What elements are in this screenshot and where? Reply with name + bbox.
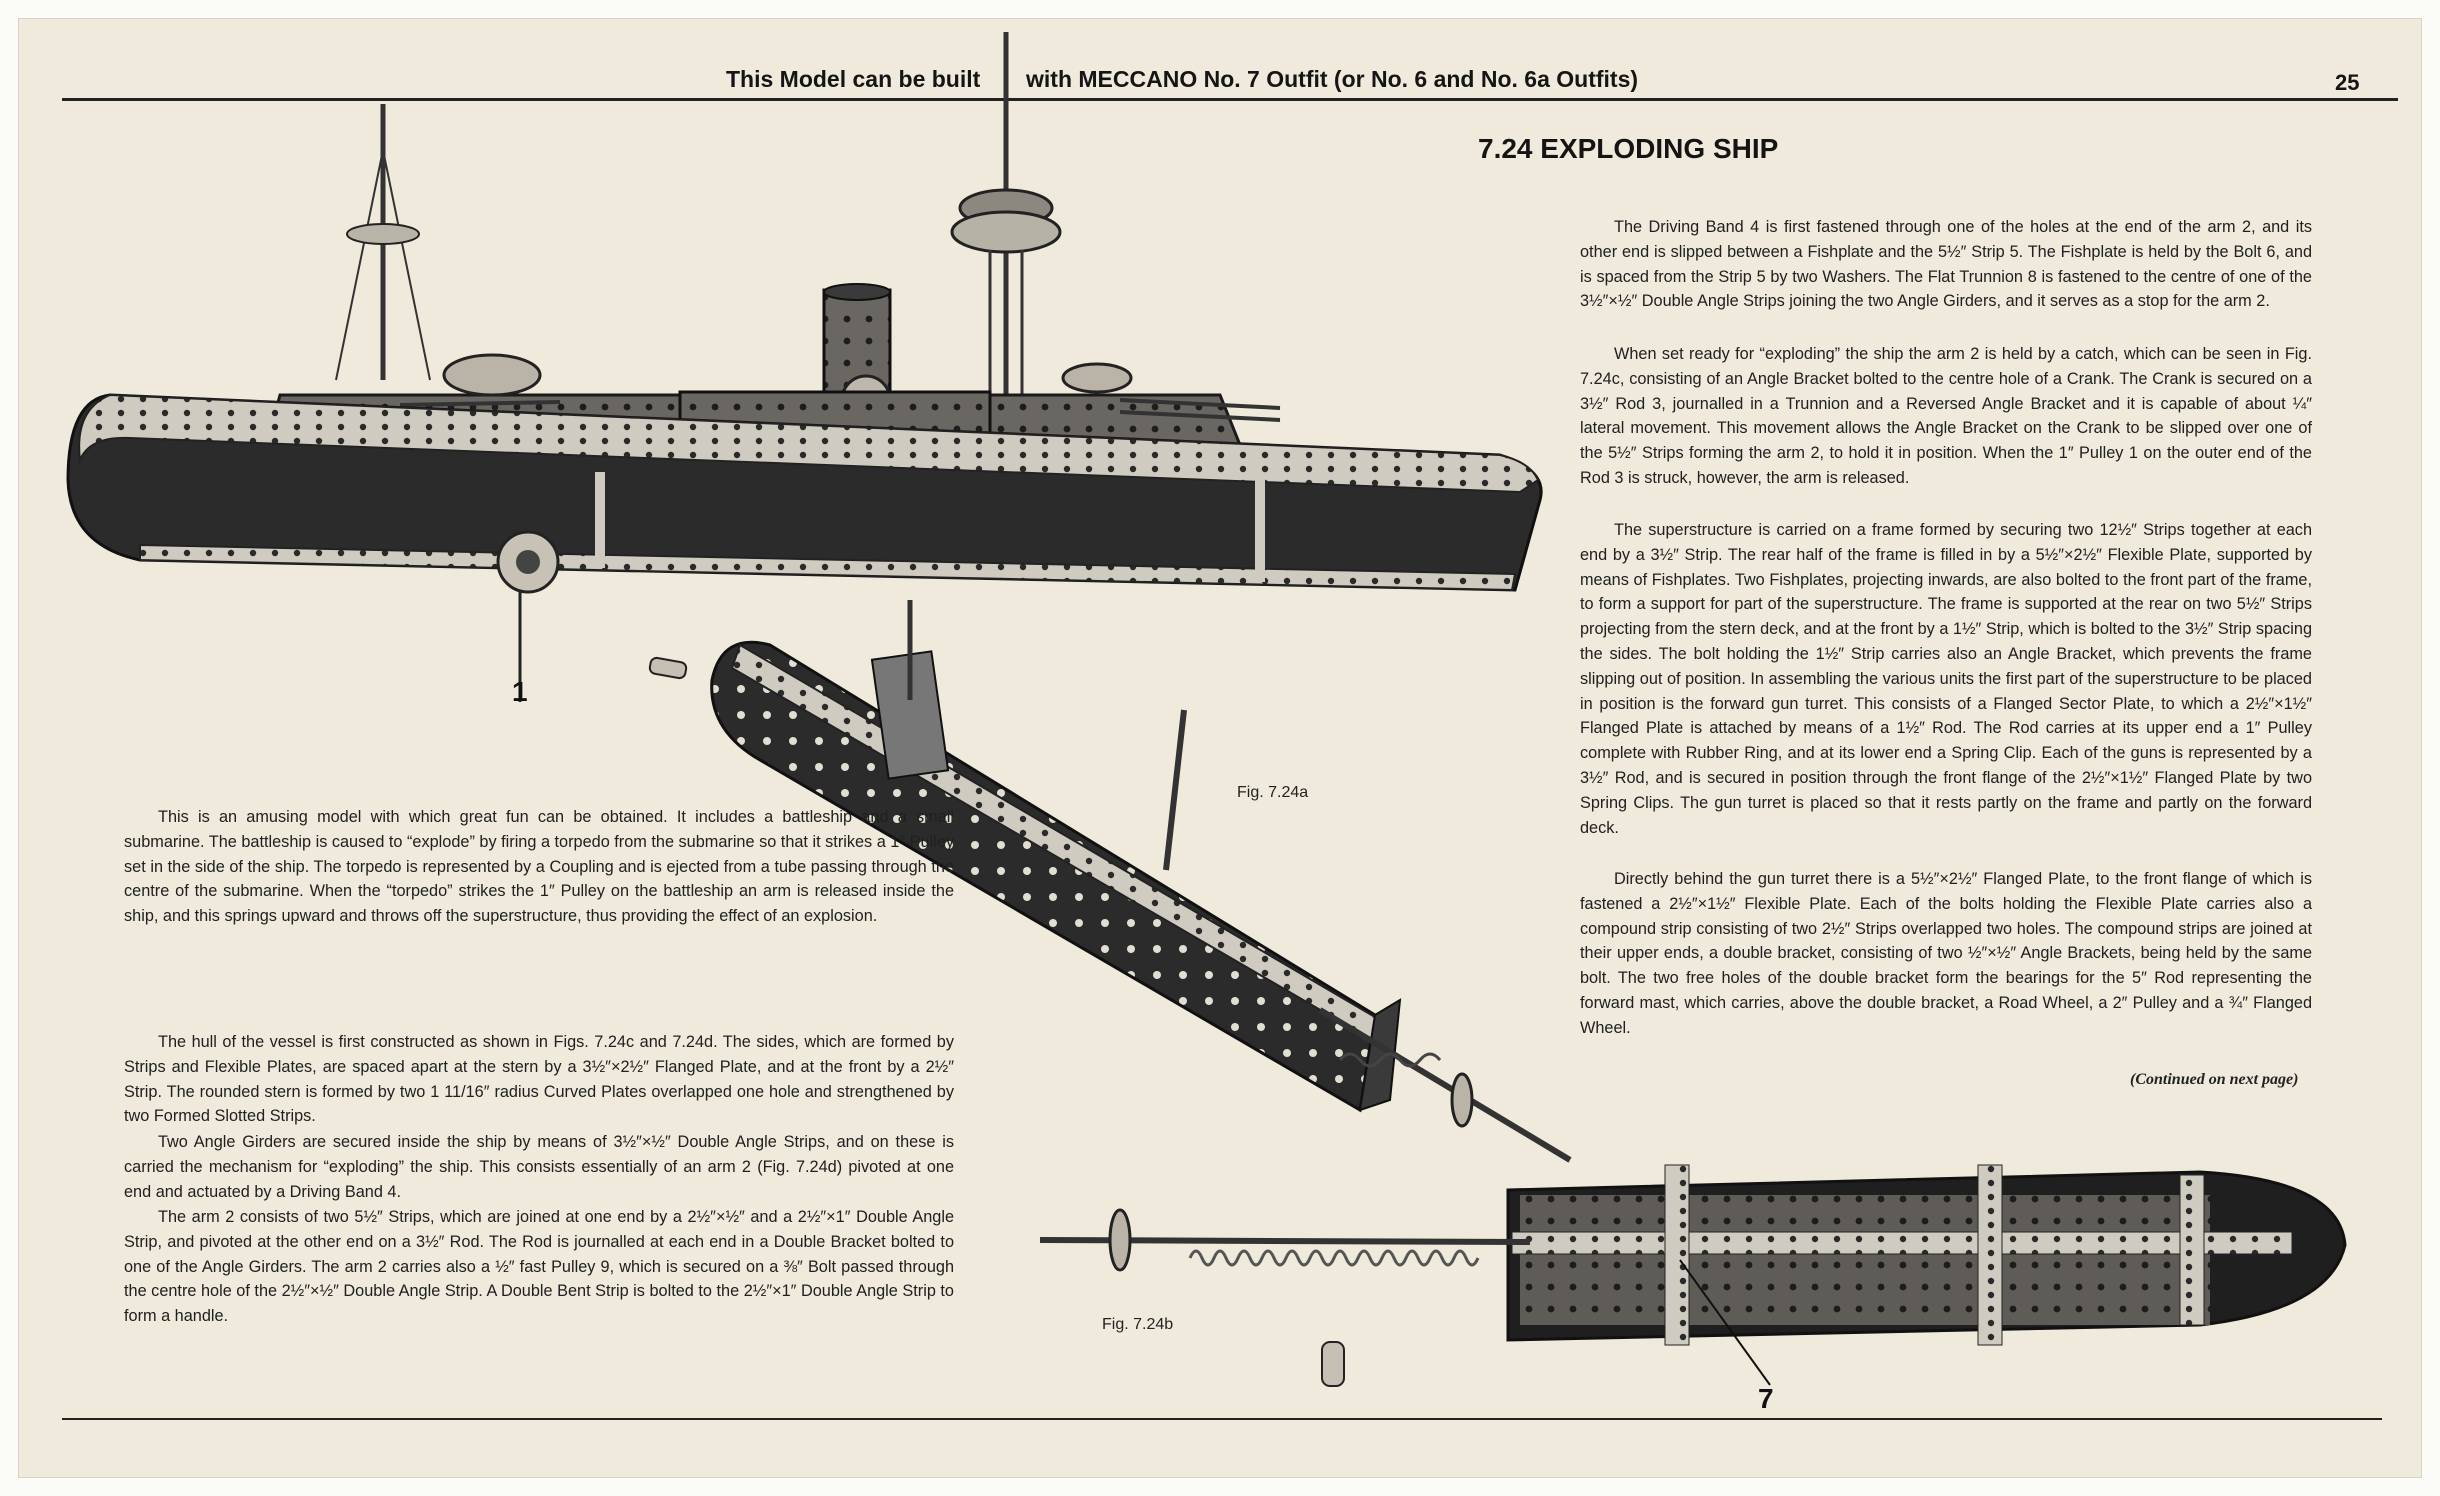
callout-7: 7 [1758,1383,1774,1414]
arm-paragraph: The arm 2 consists of two 5½″ Strips, which are joined at one end by a 2½″×½″ and a 2½″×1″ Double Angle Strip, and pivoted at the other end on a 3½″ Rod. The Rod is journalled at each end in a Double Bracket bolted to one of the Angle Girders. The arm 2 carries also a ½″ fast Pulley 9, which is secured on a ⅜″ Bolt passed through the centre hole of the 2½″×½″ Double Angle Strip. A Double Bent Strip is bolted to the 2½″×1″ Double Angle Strip to form a handle. [124,1208,954,1326]
hull-paragraph: The hull of the vessel is first constructed as shown in Figs. 7.24c and 7.24d. The sides, which are formed by Strips and Flexible Plates, are spaced apart at the stern by a 3½″×2½″ Flanged Plate, and at the front by a 2½″ Strip. The rounded stern is formed by two 1 11/16″ radius Curved Plates overlapped one hole and strengthened by two Formed Slotted Strips. [124,1033,954,1126]
catch-paragraph: When set ready for “exploding” the ship the arm 2 is held by a catch, which can be seen in Fig. 7.24c, consisting of an Angle Bracket bolted to the centre hole of a Crank. The Crank is secured on a 3½″ Rod 3, journalled in a Trunnion and a Reversed Angle Bracket and it is capable of about ¼″ lateral movement. This movement allows the Angle Bracket on the Crank to be slipped over one of the 5½″ Strips forming the arm 2, to hold it in position. When the 1″ Pulley 1 on the outer end of the Rod 3 is struck, however, the arm is released. [1580,345,2312,487]
model-title: 7.24 EXPLODING SHIP [1478,133,1779,164]
page-number: 25 [2335,70,2360,95]
submarine-illustration [1040,1165,2345,1386]
figure-caption-b: Fig. 7.24b [1102,1316,1174,1333]
battleship-illustration [68,32,1541,702]
superstructure-paragraph: The superstructure is carried on a frame formed by securing two 12½″ Strips together at each end by a 3½″ Strip. The rear half of the frame is filled in by a 5½″×2½″ Flexible Plate, supported by means of Fishplates. Two Fishplates, projecting inwards, are also bolted to the front part of the frame, to form a support for part of the superstructure. The frame is supported at the rear on two 5½″ Strips projecting from the stern deck, and at the front by a 1½″ Strip, which is bolted to the 3½″ Strip spacing the sides. The bolt holding the 1½″ Strip carries also an Angle Bracket, which prevents the frame slipping out of position. In assembling the various units the first part of the superstructure to be placed in position is the forward gun turret. This consists of a Flanged Sector Plate, to which a 2½″×1½″ Flanged Plate is attached by means of a 1½″ Rod. The Rod carries at its upper end a 1″ Pulley complete with Rubber Ring, and at its lower end a Spring Clip. Each of the guns is represented by a 3½″ Rod, and is secured in position through the front flange of the 2½″×1½″ Flanged Plate by two Spring Clips. The gun turret is placed so that it rests partly on the frame and partly on the forward deck. [1580,521,2312,837]
driving-band-paragraph: The Driving Band 4 is first fastened through one of the holes at the end of the arm 2, and its other end is slipped between a Fishplate and the 5½″ Strip 5. The Fishplate is held by the Bolt 6, and is spaced from the Strip 5 by two Washers. The Flat Trunnion 8 is fastened to the centre of one of the 3½″×½″ Double Angle Strips joining the two Angle Girders, and it serves as a stop for the arm 2. [1580,218,2312,311]
gun-turret-paragraph: Directly behind the gun turret there is a 5½″×2½″ Flanged Plate, to the front flange of which is fastened a 2½″×1½″ Flexible Plate. Each of the bolts holding the Flexible Plate carries also a compound strip consisting of two 2½″ Strips overlapped two holes. The compound strips are joined at their upper ends, a double bracket, consisting of two ½″×½″ Angle Brackets, being held by the same bolt. The two free holes of the double bracket form the bearings for the 5″ Rod representing the forward mast, which carries, above the double bracket, a Road Wheel, a 2″ Pulley and a ¾″ Flanged Wheel. [1580,870,2312,1037]
header-text-right: with MECCANO No. 7 Outfit (or No. 6 and No. 6a Outfits) [1026,66,1639,92]
header-text-left: This Model can be built [726,66,981,92]
figure-caption-a: Fig. 7.24a [1237,784,1309,801]
intro-paragraph: This is an amusing model with which great fun can be obtained. It includes a battleship and a small submarine. The battleship is caused to “explode” by firing a torpedo from the submarine so that it strikes a 1″ Pulley set in the side of the ship. The torpedo is represented by a Coupling and is ejected from a tube passing through the centre of the submarine. When the “torpedo” strikes the 1″ Pulley on the battleship an arm is released inside the ship, and this springs upward and throws off the superstructure, thus providing the effect of an explosion. [124,808,954,926]
girders-paragraph: Two Angle Girders are secured inside the ship by means of 3½″×½″ Double Angle Strips, and on these is carried the mechanism for “exploding” the ship. This consists essentially of an arm 2 (Fig. 7.24d) pivoted at one end and actuated by a Driving Band 4. [124,1133,954,1201]
callout-1: 1 [512,676,528,707]
continued-note: (Continued on next page) [2130,1071,2299,1088]
